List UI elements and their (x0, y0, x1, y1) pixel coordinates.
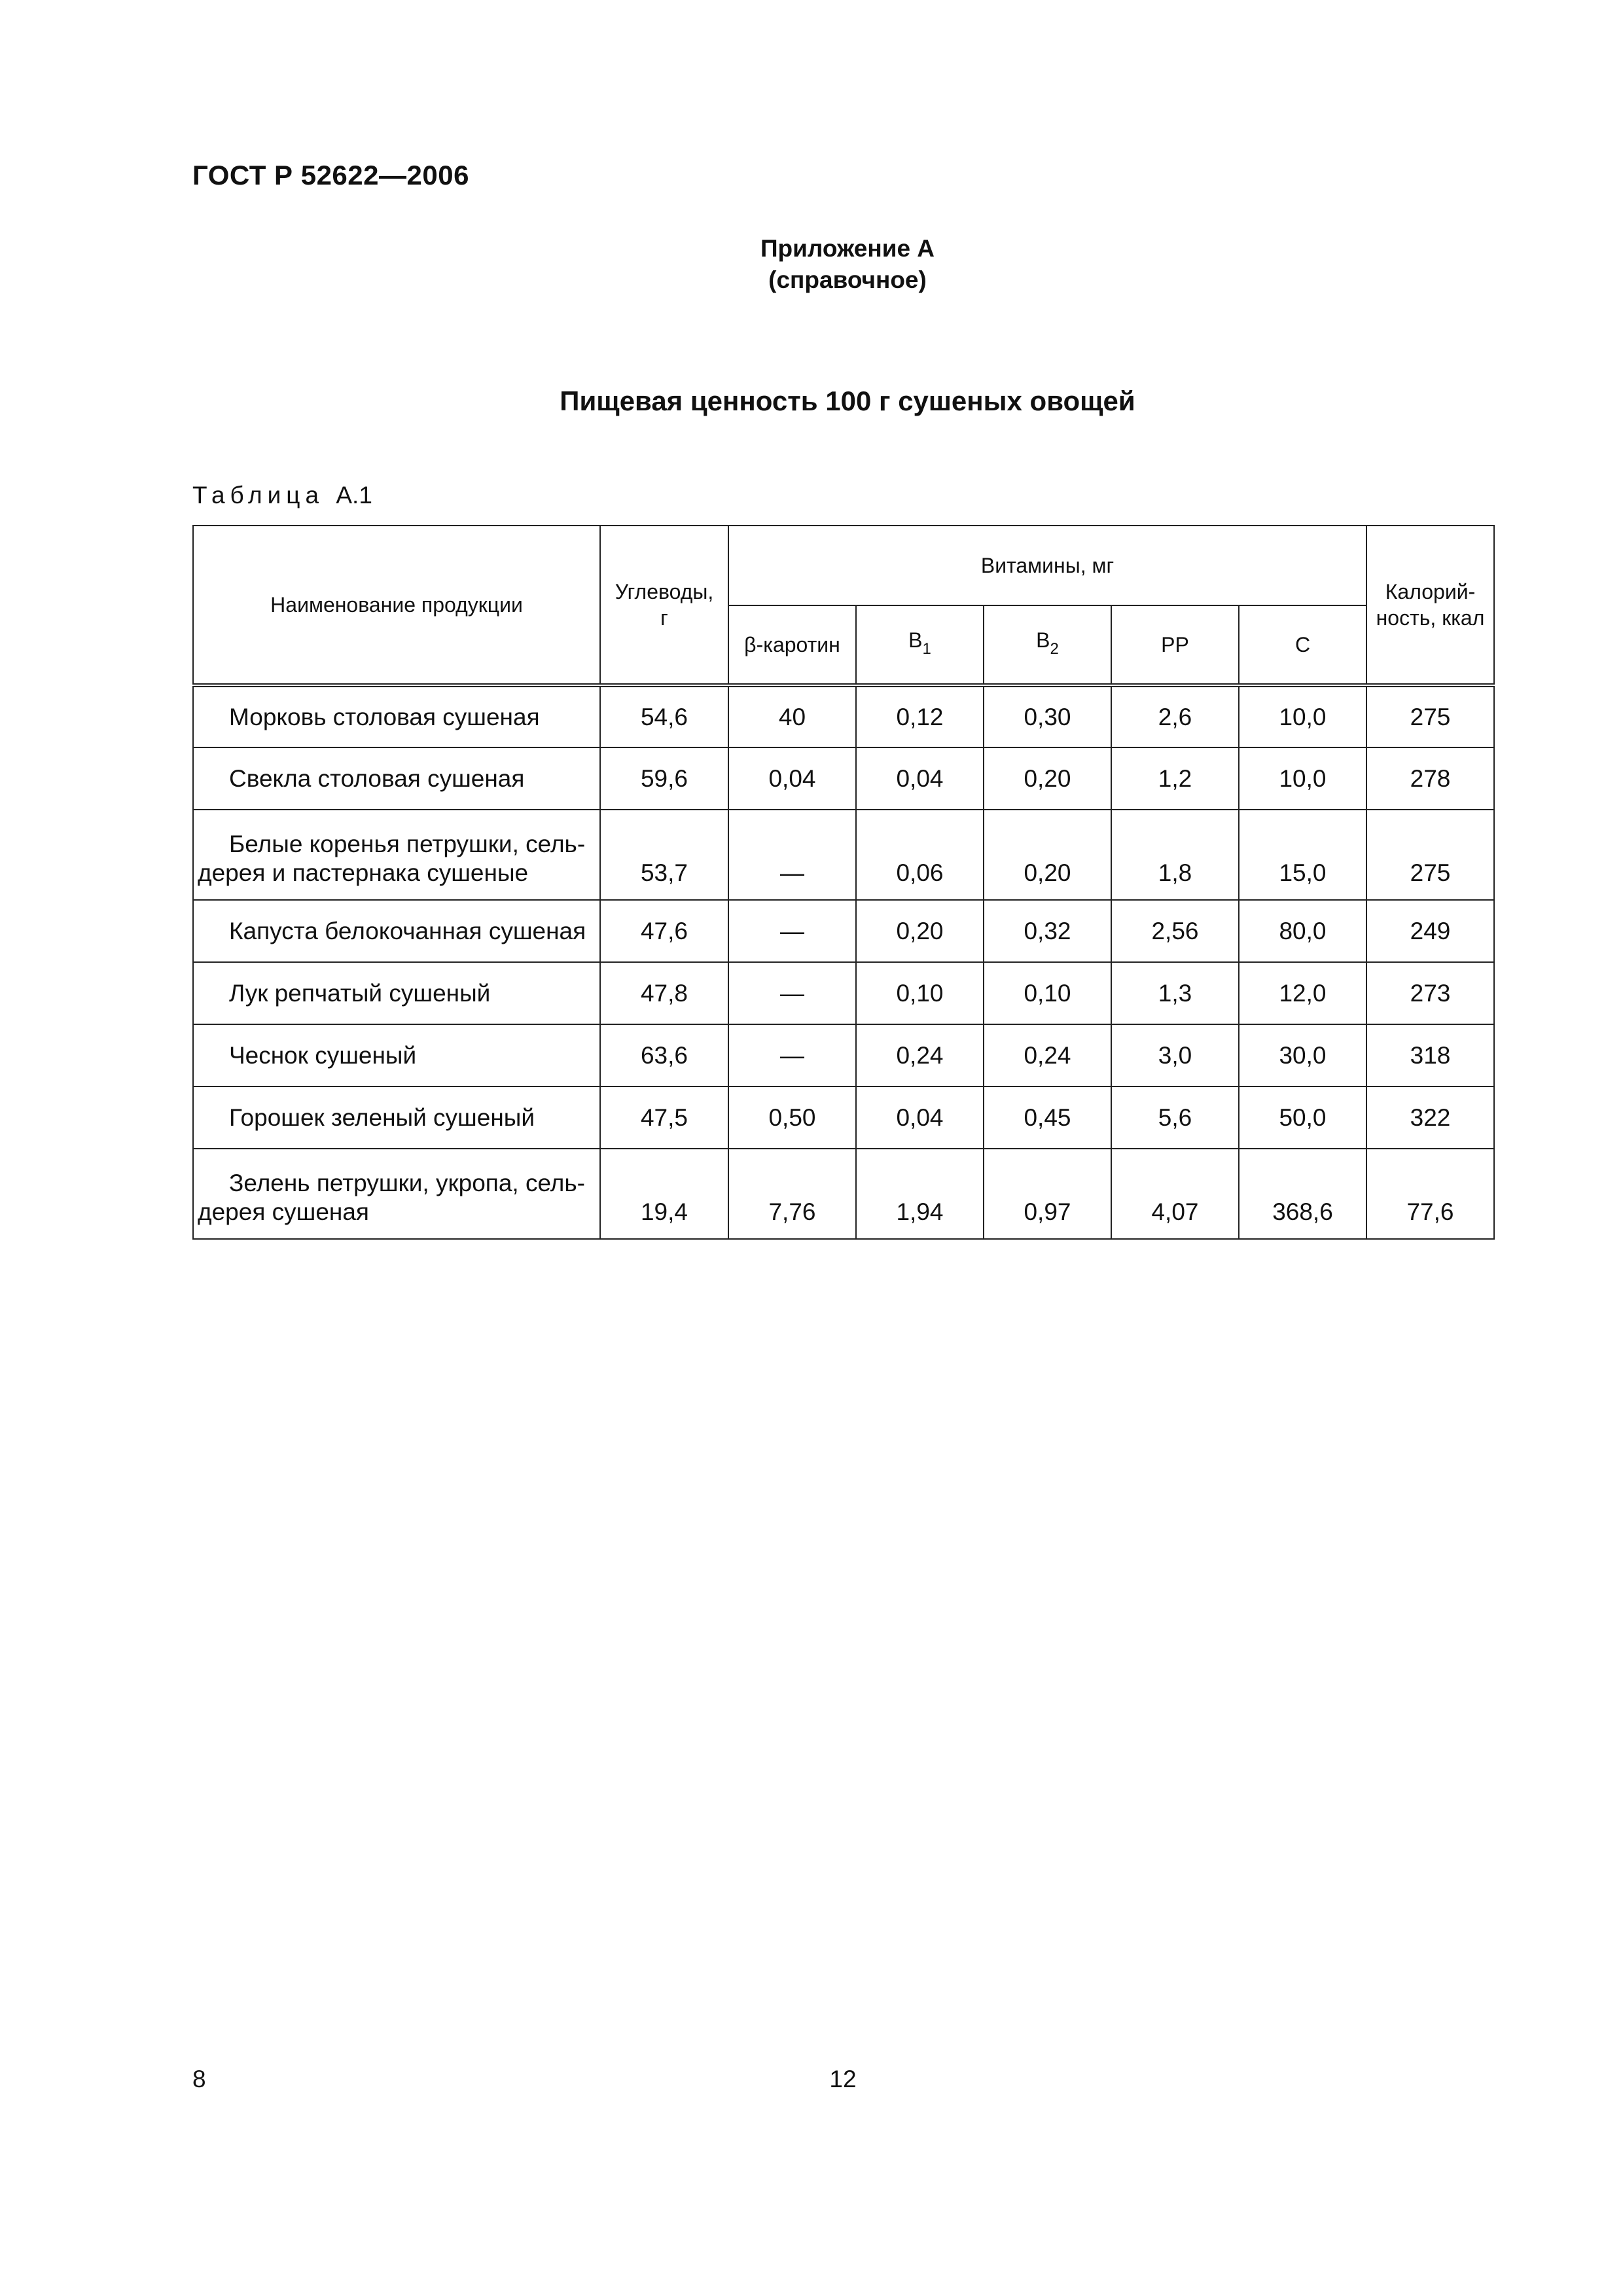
page-number-left: 8 (192, 2066, 206, 2092)
table-caption (192, 482, 372, 509)
b1-value: 0,06 (856, 810, 984, 900)
product-name-text: Капуста белокочанная сушеная (229, 917, 586, 944)
carbs-value: 47,8 (600, 962, 728, 1024)
page-number-center: 12 (829, 2066, 857, 2092)
c-value: 12,0 (1239, 962, 1366, 1024)
product-name-text: Горошек зеленый сушеный (229, 1103, 535, 1131)
pp-value: 5,6 (1111, 1086, 1239, 1149)
calories-value: 273 (1366, 962, 1494, 1024)
product-name (193, 962, 600, 1024)
b1-value: 1,94 (856, 1149, 984, 1239)
b1-value: 0,10 (856, 962, 984, 1024)
product-name-text: Морковь столовая сушеная (229, 703, 540, 730)
table-row (193, 1086, 1494, 1149)
pp-value: 2,6 (1111, 685, 1239, 747)
carbs-value: 53,7 (600, 810, 728, 900)
header-calories-line1: Калорий- (1385, 580, 1476, 603)
table-caption-number: А.1 (336, 482, 372, 509)
header-b2-base: В (1036, 628, 1050, 652)
product-name (193, 1086, 600, 1149)
appendix-title: Приложение А (760, 235, 935, 262)
b2-value: 0,10 (984, 962, 1111, 1024)
header-b2 (984, 605, 1111, 685)
header-carbohydrates (600, 526, 728, 685)
product-name-text: Лук репчатый сушеный (229, 979, 491, 1007)
product-name (193, 747, 600, 810)
appendix-status: (справочное) (768, 266, 927, 293)
table-row (193, 1149, 1494, 1239)
b2-value: 0,24 (984, 1024, 1111, 1086)
product-name-line2: дерея сушеная (198, 1198, 369, 1225)
standard-designation: ГОСТ Р 52622—2006 (192, 160, 469, 190)
b1-value: 0,20 (856, 900, 984, 962)
beta-carotene-value: 0,04 (728, 747, 856, 810)
calories-value: 249 (1366, 900, 1494, 962)
beta-carotene-value: 40 (728, 685, 856, 747)
beta-carotene-value: — (728, 810, 856, 900)
product-name (193, 810, 600, 900)
header-product-name: Наименование продукции (193, 526, 600, 685)
pp-value: 1,8 (1111, 810, 1239, 900)
b1-value: 0,04 (856, 747, 984, 810)
beta-carotene-value: 0,50 (728, 1086, 856, 1149)
c-value: 50,0 (1239, 1086, 1366, 1149)
product-name-text: Свекла столовая сушеная (229, 764, 525, 792)
header-b1-sub: 1 (922, 640, 931, 658)
header-calories-line2: ность, ккал (1376, 606, 1485, 630)
calories-value: 278 (1366, 747, 1494, 810)
header-b2-sub: 2 (1050, 640, 1059, 658)
pp-value: 1,3 (1111, 962, 1239, 1024)
b2-value: 0,45 (984, 1086, 1111, 1149)
beta-carotene-value: — (728, 1024, 856, 1086)
beta-carotene-value: 7,76 (728, 1149, 856, 1239)
header-carbohydrates-unit: г (660, 606, 668, 630)
calories-value: 318 (1366, 1024, 1494, 1086)
pp-value: 2,56 (1111, 900, 1239, 962)
calories-value: 275 (1366, 685, 1494, 747)
carbs-value: 47,5 (600, 1086, 728, 1149)
calories-value: 322 (1366, 1086, 1494, 1149)
b1-value: 0,12 (856, 685, 984, 747)
product-name-text: Чеснок сушеный (229, 1041, 417, 1069)
table-row (193, 747, 1494, 810)
b2-value: 0,20 (984, 747, 1111, 810)
header-carbohydrates-label: Углеводы, (615, 580, 714, 603)
page-title: Пищевая ценность 100 г сушеных овощей (560, 386, 1135, 416)
product-name-line1: Белые коренья петрушки, сель- (229, 831, 586, 857)
b1-value: 0,24 (856, 1024, 984, 1086)
beta-carotene-value: — (728, 962, 856, 1024)
c-value: 10,0 (1239, 685, 1366, 747)
carbs-value: 47,6 (600, 900, 728, 962)
product-name (193, 1024, 600, 1086)
table-row (193, 810, 1494, 900)
header-calories (1366, 526, 1494, 685)
product-name (193, 1149, 600, 1239)
c-value: 80,0 (1239, 900, 1366, 962)
header-beta-carotene: β-каротин (728, 605, 856, 685)
header-vitamins: Витамины, мг (728, 526, 1366, 605)
pp-value: 3,0 (1111, 1024, 1239, 1086)
b1-value: 0,04 (856, 1086, 984, 1149)
carbs-value: 54,6 (600, 685, 728, 747)
b2-value: 0,20 (984, 810, 1111, 900)
b2-value: 0,97 (984, 1149, 1111, 1239)
header-c: С (1239, 605, 1366, 685)
pp-value: 4,07 (1111, 1149, 1239, 1239)
header-pp: РР (1111, 605, 1239, 685)
calories-value: 275 (1366, 810, 1494, 900)
carbs-value: 59,6 (600, 747, 728, 810)
table-row (193, 1024, 1494, 1086)
pp-value: 1,2 (1111, 747, 1239, 810)
product-name (193, 685, 600, 747)
c-value: 10,0 (1239, 747, 1366, 810)
b2-value: 0,32 (984, 900, 1111, 962)
product-name (193, 900, 600, 962)
product-name-line1: Зелень петрушки, укропа, сель- (229, 1170, 585, 1196)
c-value: 30,0 (1239, 1024, 1366, 1086)
table-row (193, 962, 1494, 1024)
carbs-value: 19,4 (600, 1149, 728, 1239)
header-b1-base: В (908, 628, 923, 652)
b2-value: 0,30 (984, 685, 1111, 747)
table-caption-word: Таблица (192, 482, 325, 509)
c-value: 368,6 (1239, 1149, 1366, 1239)
nutrition-table (192, 525, 1495, 1240)
beta-carotene-value: — (728, 900, 856, 962)
table-row (193, 900, 1494, 962)
c-value: 15,0 (1239, 810, 1366, 900)
product-name-line2: дерея и пастернака сушеные (198, 859, 529, 886)
header-b1 (856, 605, 984, 685)
table-row (193, 685, 1494, 747)
calories-value: 77,6 (1366, 1149, 1494, 1239)
carbs-value: 63,6 (600, 1024, 728, 1086)
